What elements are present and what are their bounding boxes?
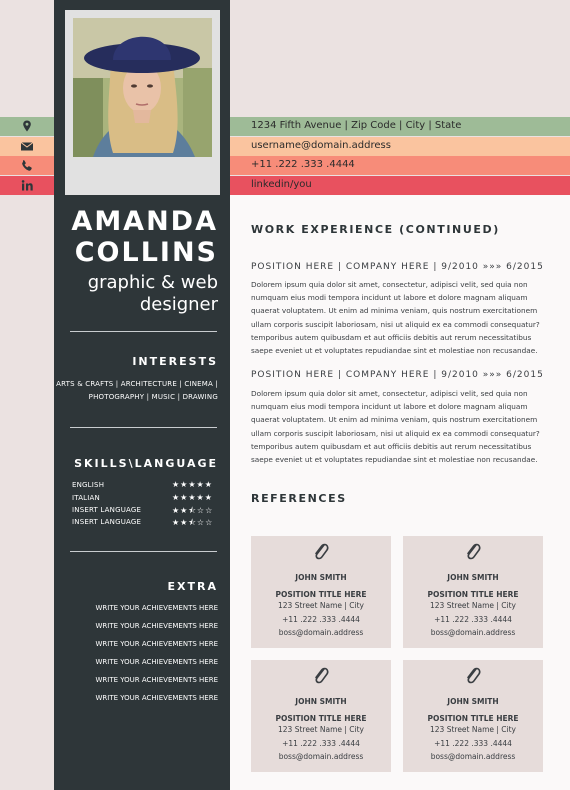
- linkedin-icon: [18, 178, 36, 193]
- reference-title: POSITION TITLE HERE: [427, 714, 519, 723]
- reference-phone: +11 .222 .333 .4444: [434, 739, 512, 748]
- achievement-item: WRITE YOUR ACHIEVEMENTS HERE: [95, 640, 218, 648]
- reference-title: POSITION TITLE HERE: [427, 590, 519, 599]
- paperclip-icon: [311, 665, 331, 687]
- reference-street: 123 Street Name | City: [430, 601, 516, 610]
- work-experience-heading: WORK EXPERIENCE (CONTINUED): [251, 223, 500, 236]
- reference-phone: +11 .222 .333 .4444: [282, 615, 360, 624]
- achievement-item: WRITE YOUR ACHIEVEMENTS HERE: [95, 604, 218, 612]
- divider: [70, 427, 217, 428]
- contact-phone: +11 .222 .333 .4444: [251, 159, 355, 170]
- last-name: COLLINS: [74, 237, 218, 268]
- reference-email[interactable]: boss@domain.address: [278, 628, 364, 637]
- reference-email[interactable]: boss@domain.address: [430, 752, 516, 761]
- achievement-item: WRITE YOUR ACHIEVEMENTS HERE: [95, 622, 218, 630]
- interests-line-2: PHOTOGRAPHY | MUSIC | DRAWING: [88, 393, 218, 401]
- skill-label: INSERT LANGUAGE: [72, 506, 142, 514]
- divider: [70, 331, 217, 332]
- reference-street: 123 Street Name | City: [430, 725, 516, 734]
- reference-street: 123 Street Name | City: [278, 601, 364, 610]
- extra-heading: EXTRA: [167, 580, 218, 593]
- phone-icon: [18, 158, 36, 173]
- reference-name: JOHN SMITH: [447, 697, 499, 706]
- reference-name: JOHN SMITH: [295, 697, 347, 706]
- contact-address: 1234 Fifth Avenue | Zip Code | City | State: [251, 120, 462, 131]
- reference-phone: +11 .222 .333 .4444: [434, 615, 512, 624]
- reference-name: JOHN SMITH: [295, 573, 347, 582]
- first-name: AMANDA: [71, 206, 218, 237]
- reference-title: POSITION TITLE HERE: [275, 714, 367, 723]
- profile-photo: [73, 18, 212, 157]
- skill-label: ITALIAN: [72, 494, 100, 502]
- job-title: POSITION HERE | COMPANY HERE | 9/2010 »»» 6/2015: [251, 262, 544, 272]
- envelope-icon: [18, 139, 36, 154]
- job-description: Dolorem ipsum quia dolor sit amet, consectetur, adipisci velit, sed quia non numquam eius modi tempora incidunt ut labore et dolore magnam aliquam quaerat voluptatem. Ut enim ad minima veniam, quis nostrum exercitationem ullam corporis suscipit laboriosam, nisi ut aliquid ex ea commodi consequatur? temporibus autem quibusdam et aut officiis debitis aut rerum necessitatibus saepe eveniet ut et voluptates repudiandae sint et molestiae non recusandae.: [251, 280, 540, 356]
- achievement-item: WRITE YOUR ACHIEVEMENTS HERE: [95, 694, 218, 702]
- contact-email[interactable]: username@domain.address: [251, 140, 391, 151]
- divider: [70, 551, 217, 552]
- achievement-item: WRITE YOUR ACHIEVEMENTS HERE: [95, 676, 218, 684]
- interests-heading: INTERESTS: [132, 355, 218, 368]
- skill-rating-stars: ★★⯪☆☆: [172, 518, 214, 527]
- paperclip-icon: [463, 665, 483, 687]
- paperclip-icon: [463, 541, 483, 563]
- paperclip-icon: [311, 541, 331, 563]
- skill-rating-stars: ★★★★★: [172, 493, 213, 502]
- role-line-2: designer: [139, 294, 218, 315]
- skill-label: INSERT LANGUAGE: [72, 518, 142, 526]
- reference-card: [403, 536, 543, 648]
- reference-card: [251, 536, 391, 648]
- reference-phone: +11 .222 .333 .4444: [282, 739, 360, 748]
- reference-card: [403, 660, 543, 772]
- references-heading: REFERENCES: [251, 492, 347, 505]
- location-pin-icon: [18, 119, 36, 134]
- reference-title: POSITION TITLE HERE: [275, 590, 367, 599]
- reference-email[interactable]: boss@domain.address: [430, 628, 516, 637]
- achievement-item: WRITE YOUR ACHIEVEMENTS HERE: [95, 658, 218, 666]
- reference-name: JOHN SMITH: [447, 573, 499, 582]
- skill-rating-stars: ★★★★★: [172, 480, 213, 489]
- role-line-1: graphic & web: [87, 272, 218, 293]
- skill-label: ENGLISH: [72, 481, 105, 489]
- interests-line-1: ARTS & CRAFTS | ARCHITECTURE | CINEMA |: [56, 380, 218, 388]
- job-description: Dolorem ipsum quia dolor sit amet, consectetur, adipisci velit, sed quia non numquam eius modi tempora incidunt ut labore et dolore magnam aliquam quaerat voluptatem. Ut enim ad minima veniam, quis nostrum exercitationem ullam corporis suscipit laboriosam, nisi ut aliquid ex ea commodi consequatur? temporibus autem quibusdam et aut officiis debitis aut rerum necessitatibus saepe eveniet ut et voluptates repudiandae sint et molestiae non recusandae.: [251, 389, 540, 465]
- skill-rating-stars: ★★⯪☆☆: [172, 506, 214, 515]
- reference-email[interactable]: boss@domain.address: [278, 752, 364, 761]
- reference-card: [251, 660, 391, 772]
- contact-linkedin[interactable]: linkedin/you: [251, 179, 312, 190]
- reference-street: 123 Street Name | City: [278, 725, 364, 734]
- skills-heading: SKILLS\LANGUAGE: [74, 457, 218, 470]
- job-title: POSITION HERE | COMPANY HERE | 9/2010 »»» 6/2015: [251, 370, 544, 380]
